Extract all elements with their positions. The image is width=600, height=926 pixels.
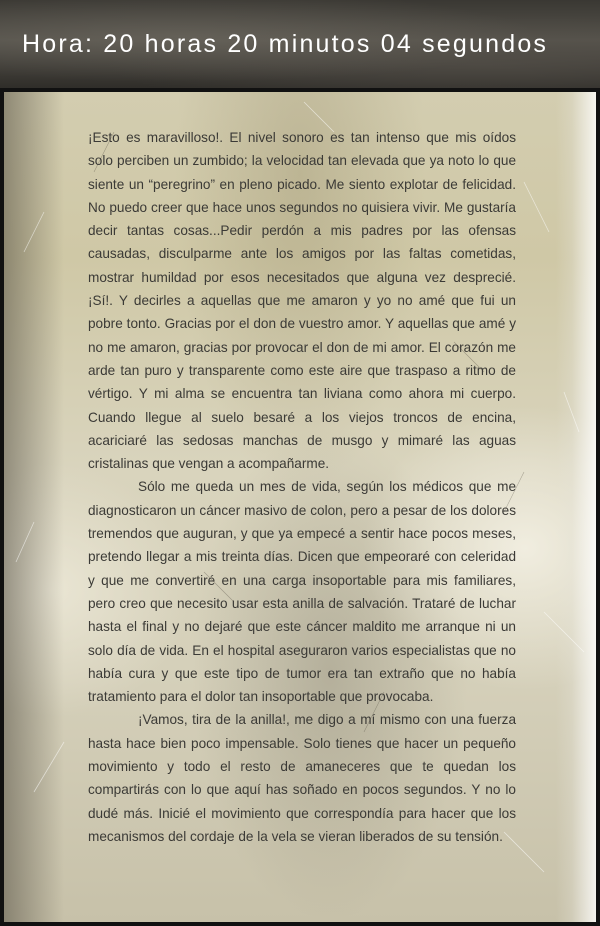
paragraph-3: ¡Vamos, tira de la anilla!, me digo a mí mismo con una fuerza hasta hace bien poco impensable. Solo tienes que hacer un pequeño movimiento y todo el resto de amaneceres que te quedan los compartirás con lo que aquí has soñado en pocos segundos. Y no lo dudé más. Inicié el movimiento que correspondía para hacer que los mecanismos del cordaje de la vela se vieran liberados de su tensión. xyxy=(88,712,516,844)
paragraph-2: Sólo me queda un mes de vida, según los médicos que me diagnosticaron un cáncer masivo de colon, pero a pesar de los dolores tremendos que auguran, y que ya empecé a sentir hace pocos meses, pretendo llegar a mis treinta días. Dicen que empeoraré con celeridad y que me convertiré en una carga insoportable para mis familiares, pero creo que necesito usar esta anilla de salvación. Trataré de luchar hasta el final y no dejaré que este cáncer maldito me arranque ni un solo día de vida. En el hospital aseguraron varios especialistas que no había cura y que este tipo de tumor era tan extraño que no había tratamiento para el dolor tan insoportable que provocaba. xyxy=(88,479,516,705)
page-title: Hora: 20 horas 20 minutos 04 segundos xyxy=(22,30,549,58)
header-bar xyxy=(0,0,600,90)
story-text xyxy=(88,126,516,848)
aged-paper-background xyxy=(4,92,596,922)
paragraph-1: ¡Esto es maravilloso!. El nivel sonoro es tan intenso que mis oídos solo perciben un zumbido; la velocidad tan elevada que ya noto lo que siente un “peregrino” en pleno picado. Me siento explotar de felicidad. No puedo creer que hace unos segundos no quisiera vivir. Me gustaría decir tantas cosas...Pedir perdón a mis padres por las ofensas causadas, disculparme ante los amigos por las faltas cometidas, mostrar humildad por esos necesitados que alguna vez desprecié. ¡Sí!. Y decirles a aquellas que me amaron y yo no amé que fui un pobre tonto. Gracias por el don de vuestro amor. Y aquellas que amé y no me amaron, gracias por provocar el don de mi amor. El corazón me arde tan puro y transparente como este aire que traspaso a ritmo de vértigo. Y mi alma se encuentra tan liviana como ahora mi cuerpo. Cuando llegue al suelo besaré a los viejos troncos de encina, acariciaré las sedosas manchas de musgo y mimaré las aguas cristalinas que vengan a acompañarme. xyxy=(88,130,516,472)
